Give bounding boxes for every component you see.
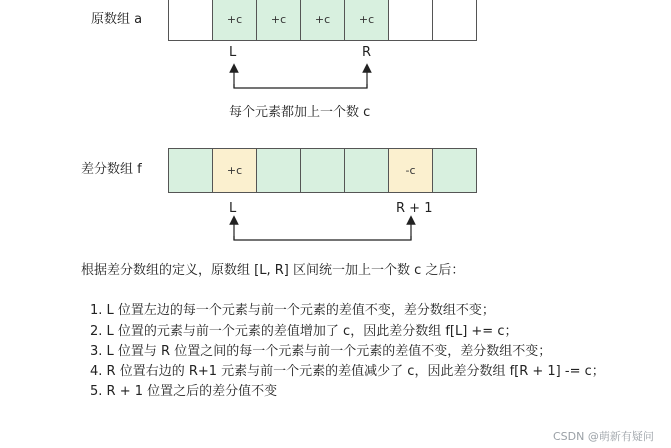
- array-a-cell: +c: [344, 0, 389, 41]
- array-f-cell: [344, 148, 389, 193]
- array-f-right-pointer-label: R + 1: [396, 201, 433, 216]
- array-f-bracket: [234, 236, 411, 240]
- explanation-item-2: 2. L 位置的元素与前一个元素的差值增加了 c，因此差分数组 f[L] += c；: [90, 324, 518, 339]
- array-f-cell: +c: [212, 148, 257, 193]
- array-a-bracket: [234, 84, 367, 88]
- array-f-cell: [432, 148, 477, 193]
- array-a-cell: +c: [212, 0, 257, 41]
- array-f-cell: [256, 148, 301, 193]
- array-a-label: 原数组 a: [91, 12, 143, 27]
- array-f-cell: [168, 148, 213, 193]
- array-f-left-pointer-label: L: [229, 201, 237, 216]
- explanation-item-1: 1. L 位置左边的每一个元素与前一个元素的差值不变，差分数组不变；: [90, 303, 495, 318]
- array-a-cell: +c: [300, 0, 345, 41]
- caption: 每个元素都加上一个数 c: [229, 105, 371, 120]
- array-f-cell: -c: [388, 148, 433, 193]
- explanation-item-4: 4. R 位置右边的 R+1 元素与前一个元素的差值减少了 c，因此差分数组 f[R + 1] -= c；: [90, 364, 605, 379]
- explanation-item-5: 5. R + 1 位置之后的差分值不变: [90, 384, 278, 399]
- array-a-cell: +c: [256, 0, 301, 41]
- array-a-left-pointer-label: L: [229, 45, 237, 60]
- array-f-label: 差分数组 f: [81, 162, 142, 177]
- array-f-cell: [300, 148, 345, 193]
- explanation-item-3: 3. L 位置与 R 位置之间的每一个元素与前一个元素的差值不变，差分数组不变；: [90, 344, 552, 359]
- array-a-right-pointer-label: R: [362, 45, 372, 60]
- watermark: CSDN @萌新有疑问: [553, 430, 654, 443]
- explanation-intro: 根据差分数组的定义，原数组 [L, R] 区间统一加上一个数 c 之后：: [81, 263, 465, 278]
